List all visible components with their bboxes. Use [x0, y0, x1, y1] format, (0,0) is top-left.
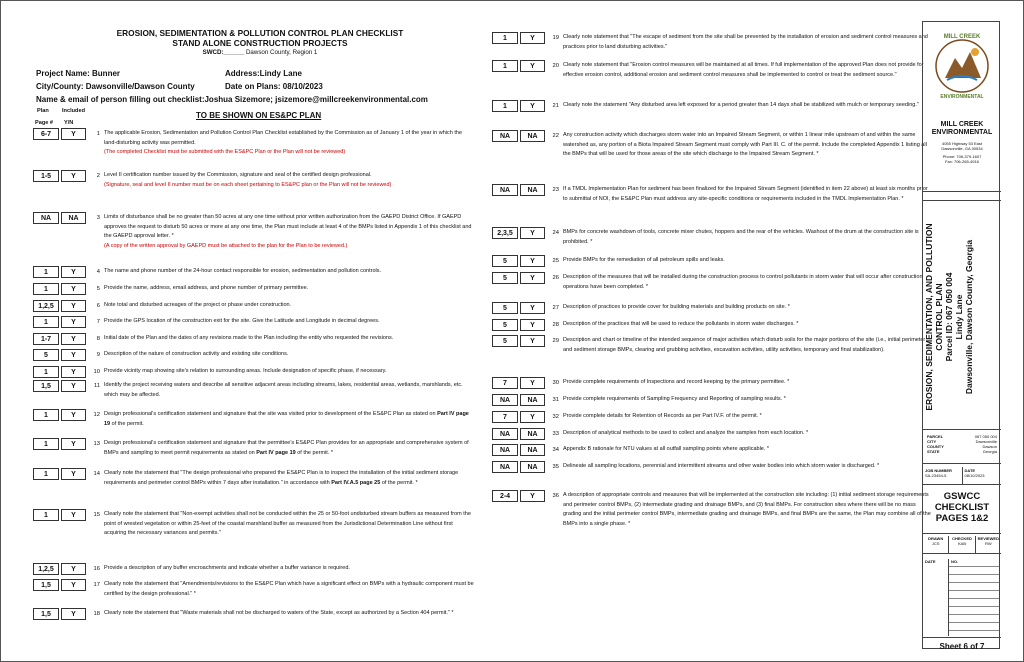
item-text: Clearly note the statement that "Non-exempt activities shall not be conducted within the 25 or 50-foot undisturbed stream buffers as measured from the point of wrested vegetation or within 25-feet of the coastal marshland buffer as measured from the Jurisdictional Determination Line without first acquiring the necessary variances and permits." — [104, 511, 471, 537]
plan-page-box[interactable]: 1-7 — [33, 333, 59, 345]
checklist-item — [492, 130, 933, 160]
checklist-item — [492, 428, 933, 440]
included-yn-box[interactable]: Y — [520, 227, 545, 239]
checklist-item — [492, 490, 933, 529]
item-note: (The completed Checklist must be submitted with the ES&PC Plan or the Plan will not be reviewed) — [104, 149, 346, 156]
checklist-title: EROSION, SEDIMENTATION & POLLUTION CONTROL PLAN CHECKLIST — [116, 28, 404, 38]
checklist-item — [492, 184, 933, 204]
included-yn-box[interactable]: NA — [520, 428, 545, 440]
plan-page-box[interactable]: 1 — [33, 438, 59, 450]
logo-bottom-text: ENVIRONMENTAL — [940, 94, 984, 100]
included-yn-box[interactable]: Y — [520, 319, 545, 331]
included-yn-box[interactable]: Y — [520, 490, 545, 502]
item-number: 2 — [96, 173, 100, 179]
item-text: Provide complete details for Retention of Records as per Part IV.F. of the permit. * — [563, 413, 762, 419]
item-number: 23 — [552, 187, 559, 193]
plan-page-box[interactable]: 2-4 — [492, 490, 518, 502]
checklist-item — [492, 32, 933, 52]
item-text: Clearly note the statement that "Waste materials shall not be discharged to waters of the State, except as authorized by a Section 404 permit." * — [104, 610, 454, 616]
item-text: Initial date of the Plan and the dates of any revisions made to the Plan including the entity who requested the revisions. — [104, 335, 394, 341]
item-number: 10 — [93, 369, 100, 375]
plan-page-box[interactable]: 1 — [33, 316, 59, 328]
included-yn-box[interactable]: Y — [61, 563, 86, 575]
item-number: 19 — [552, 35, 559, 41]
sheet-title: GSWCC CHECKLIST PAGES 1&2 — [923, 488, 1001, 534]
company-address: 4055 Highway 53 East Dawsonville, GA 30534 — [941, 141, 983, 151]
checklist-item — [492, 227, 933, 247]
plan-page-box[interactable]: NA — [492, 394, 518, 406]
item-number: 29 — [552, 338, 559, 344]
item-text: Design professional's certification statement and signature that the permittee's ES&PC Plan provides for an appropriate and comprehensive system of BMPs and sampling to meet permit requirements as stated on Part IV page 19 of the permit. * — [104, 440, 469, 456]
project-name: Project Name: Bunner — [36, 69, 121, 78]
item-text: A description of appropriate controls and measures that will be implemented at the construction site including: (1) initial sediment storage requirements and perimeter control BMPs, (2) intermediate grading and drainage BMPs, and (3) final BMPs. For construction sites where there will be no mass grading and the initial perimeter control BMPs, intermediate grading and drainage BMPs, and final BMPs are the same, the Plan may combine all of the BMPs into a single phase. * — [563, 492, 931, 527]
item-text: Provide vicinity map showing site's relation to surrounding areas. Include designation of specific phase, if necessary. — [104, 368, 387, 374]
included-yn-box[interactable]: Y — [61, 608, 86, 620]
checklist-item — [492, 319, 933, 331]
item-number: 28 — [552, 322, 559, 328]
included-yn-box[interactable]: Y — [61, 380, 86, 392]
included-yn-box[interactable]: Y — [520, 272, 545, 284]
item-text: Clearly note the statement that "Amendments/revisions to the ES&PC Plan which have a significant effect on BMPs with a hydraulic component must be certified by the design professional." * — [104, 581, 474, 597]
item-number: 11 — [93, 383, 100, 389]
item-number: 12 — [93, 412, 100, 418]
included-yn-box[interactable]: Y — [520, 255, 545, 267]
item-text: Provide complete requirements of Inspections and record keeping by the primary permittee. * — [563, 379, 790, 385]
included-yn-box[interactable]: Y — [61, 468, 86, 480]
checklist-item — [33, 316, 474, 328]
item-text: Provide the GPS location of the construction exit for the site. Give the Latitude and Longitude in decimal degrees. — [104, 318, 380, 324]
swcd-line: SWCD:______ Dawson County, Region 1 — [202, 49, 318, 56]
included-yn-box[interactable]: Y — [520, 302, 545, 314]
included-yn-box[interactable]: Y — [520, 411, 545, 423]
logo-top-text: MILL CREEK — [943, 34, 981, 40]
item-number: 25 — [552, 258, 559, 264]
checklist-item — [33, 509, 474, 539]
company-fax: Fax: 706-265-4916 — [945, 159, 979, 164]
item-number: 16 — [93, 566, 100, 572]
included-yn-box[interactable]: NA — [520, 394, 545, 406]
plan-page-box[interactable]: NA — [492, 461, 518, 473]
included-yn-box[interactable]: Y — [61, 409, 86, 421]
item-number: 32 — [552, 414, 559, 420]
included-yn-box[interactable]: Y — [61, 266, 86, 278]
col-included: Included — [62, 108, 85, 114]
checklist-item — [492, 60, 933, 80]
project-city: City/County: Dawsonville/Dawson County — [36, 82, 195, 91]
drawn-cell: DRAWN JCS CHECKED KAB REVIEWED RW — [923, 536, 1001, 554]
included-yn-box[interactable]: Y — [61, 366, 86, 378]
vertical-parcel: Parcel ID: 067 050 004 — [944, 272, 954, 362]
logo-cell — [923, 22, 1001, 192]
item-text: Identify the project receiving waters and describe all sensitive adjacent areas including streams, lakes, residential areas, wetlands, marshlands, etc. which may be affected. — [104, 382, 463, 398]
project-email: Name & email of person filling out checklist:Joshua Sizemore; jsizemore@millcreekenvironmental.com — [36, 95, 428, 104]
included-yn-box[interactable]: Y — [61, 283, 86, 295]
col-yn: Y/N — [64, 120, 74, 126]
plan-page-box[interactable]: NA — [492, 130, 518, 142]
item-number: 30 — [552, 380, 559, 386]
plan-page-box[interactable]: 1 — [492, 32, 518, 44]
included-yn-box[interactable]: Y — [520, 100, 545, 112]
col-plan: Plan — [37, 108, 49, 114]
included-yn-box[interactable]: Y — [520, 335, 545, 347]
checklist-item — [33, 170, 474, 190]
item-number: 22 — [552, 133, 559, 139]
checklist-item — [33, 266, 474, 278]
plan-page-box[interactable]: 1 — [33, 409, 59, 421]
plan-page-box[interactable]: 1 — [492, 100, 518, 112]
item-text: If a TMDL Implementation Plan for sediment has been finalized for the Impaired Stream Segment (identified in item 22 above) at least six months prior to submittal of NOI, the ES&PC Plan must address any site-specific conditions or requirements included in the TMDL Implementation Plan. * — [563, 186, 928, 202]
project-address: Address:Lindy Lane — [225, 69, 302, 78]
item-number: 20 — [552, 63, 559, 69]
item-number: 17 — [93, 582, 100, 588]
checklist-item — [492, 100, 933, 112]
item-number: 5 — [96, 286, 100, 292]
col-page: Page # — [35, 120, 54, 126]
checklist-item — [33, 563, 474, 575]
included-yn-box[interactable]: Y — [61, 438, 86, 450]
included-yn-box[interactable]: Y — [520, 32, 545, 44]
plan-page-box[interactable]: 7 — [492, 411, 518, 423]
item-text: Description of the measures that will be installed during the construction process to control pollutants in storm water that will occur after construction operations have been completed. * — [563, 274, 923, 290]
mill-creek-logo — [923, 22, 1001, 122]
included-yn-box[interactable]: Y — [520, 60, 545, 72]
item-text: Appendix B rationale for NTU values at all outfall sampling points where applicable. * — [563, 446, 770, 452]
item-text: Description and chart or timeline of the intended sequence of major activities which disturb soils for the major portions of the site (i.e., initial perimeter and sediment storage BMPs, clearing and grubbing activities, excavation activities, utility activities, temporary and final stabilization). — [563, 337, 926, 353]
plan-page-box[interactable]: 1,5 — [33, 380, 59, 392]
included-yn-box[interactable]: Y — [61, 128, 86, 140]
plan-page-box[interactable]: 1-5 — [33, 170, 59, 182]
checklist-item — [33, 366, 474, 378]
vertical-location: Dawsonville, Dawson County, Georgia — [964, 239, 974, 395]
item-number: 33 — [552, 431, 559, 437]
item-text: The name and phone number of the 24-hour contact responsible for erosion, sedimentation and pollution controls. — [104, 268, 382, 274]
checklist-item — [33, 409, 474, 429]
included-yn-box[interactable]: NA — [61, 212, 86, 224]
checklist-item — [492, 444, 933, 456]
checklist-item — [492, 377, 933, 389]
item-text: Provide a description of any buffer encroachments and indicate whether a buffer variance is required. — [104, 565, 350, 571]
plan-page-box[interactable]: 1,5 — [33, 608, 59, 620]
item-text: Level II certification number issued by the Commission, signature and seal of the certified design professional. (Signature, seal and level II number must be on each sheet pertaining to ES&PC plan or the Plan will not be reviewed) — [104, 170, 474, 190]
item-text: Clearly note statement that "Erosion control measures will be maintained at all times. If full implementation of the approved Plan does not provide for effective erosion control, additional erosion and sediment control measures shall be implemented to control or treat the sediment source." — [563, 62, 924, 78]
included-yn-box[interactable]: Y — [520, 377, 545, 389]
plan-page-box[interactable]: NA — [492, 444, 518, 456]
project-title-cell — [923, 200, 1001, 430]
checklist-item — [33, 380, 474, 400]
item-text: Description of practices to provide cover for building materials and building products on site. * — [563, 304, 790, 310]
company-name: MILL CREEK ENVIRONMENTAL — [931, 121, 993, 136]
item-text: Description of analytical methods to be used to collect and analyze the samples from each location. * — [563, 430, 809, 436]
plan-page-box[interactable]: 1,2,5 — [33, 300, 59, 312]
plan-page-box[interactable]: 5 — [492, 302, 518, 314]
plan-page-box[interactable]: 5 — [492, 319, 518, 331]
included-yn-box[interactable]: NA — [520, 444, 545, 456]
plan-page-box[interactable]: 1 — [492, 60, 518, 72]
item-text: Description of the practices that will be used to reduce the pollutants in storm water discharges. * — [563, 321, 799, 327]
plan-page-box[interactable]: NA — [492, 184, 518, 196]
included-yn-box[interactable]: NA — [520, 130, 545, 142]
plan-page-box[interactable]: 1,5 — [33, 579, 59, 591]
plan-page-box[interactable]: 1 — [33, 366, 59, 378]
company-phone: Phone: 706-379-1607 — [942, 154, 982, 159]
item-text: Provide BMPs for the remediation of all petroleum spills and leaks. — [563, 257, 725, 263]
checklist-item — [33, 349, 474, 361]
included-yn-box[interactable]: Y — [61, 333, 86, 345]
included-yn-box[interactable]: Y — [61, 579, 86, 591]
included-yn-box[interactable]: Y — [61, 316, 86, 328]
plan-page-box[interactable]: 6-7 — [33, 128, 59, 140]
vertical-title: EROSION, SEDIMENTATION, AND POLLUTION CONTROL PLAN — [924, 223, 944, 411]
item-text: Provide the name, address, email address, and phone number of primary permittee. — [104, 285, 309, 291]
plan-page-box[interactable]: 1 — [33, 266, 59, 278]
revisions-cell: DATE NO. — [923, 558, 1001, 638]
plan-page-box[interactable]: 5 — [33, 349, 59, 361]
checklist-item — [492, 302, 933, 314]
item-text: BMPs for concrete washdown of tools, concrete mixer chutes, hoppers and the rear of the vehicles. Washout of the drum at the construction site is prohibited. * — [563, 229, 919, 245]
checklist-item — [33, 468, 474, 488]
item-text: Design professional's certification statement and signature that the site was visited prior to development of the ES&PC Plan as stated on Part IV page 19 of the permit. — [104, 411, 469, 427]
plan-page-box[interactable]: 7 — [492, 377, 518, 389]
item-text: Clearly note the statement "Any disturbed area left exposed for a period greater than 14 days shall be stabilized with mulch or temporary seeding." — [563, 102, 919, 108]
plan-page-box[interactable]: NA — [33, 212, 59, 224]
checklist-item — [33, 283, 474, 295]
item-number: 7 — [96, 319, 100, 325]
item-number: 3 — [96, 215, 100, 221]
sheet-number: Sheet 6 of 7 — [939, 642, 985, 651]
item-text: Any construction activity which discharges storm water into an Impaired Stream Segment, or within 1 linear mile upstream of and within the same watershed as, any portion of a Biota Impaired Stream Segment must comply with Part III. C. of the permit. Include the completed Appendix 1 listing all the BMPs that will be used for those areas of the site which discharge to the Impaired Stream Segment. * — [563, 132, 927, 158]
included-yn-box[interactable]: Y — [61, 349, 86, 361]
item-text: Clearly note the statement that "The design professional who prepared the ES&PC Plan is to inspect the installation of the initial sediment storage requirements and perimeter control BMPs within 7 days after installation." in accordance with Part IV.A.5 page 25 of the permit. * — [104, 470, 459, 486]
checklist-item — [492, 394, 933, 406]
checklist-item — [33, 212, 474, 251]
item-text: Description of the nature of construction activity and existing site conditions. — [104, 351, 289, 357]
item-number: 8 — [96, 336, 100, 342]
project-date: Date on Plans: 08/10/2023 — [225, 82, 323, 91]
included-yn-box[interactable]: Y — [61, 300, 86, 312]
checklist-left — [30, 28, 490, 57]
plan-page-box[interactable]: 5 — [492, 335, 518, 347]
plan-page-box[interactable]: 5 — [492, 272, 518, 284]
item-number: 13 — [93, 441, 100, 447]
checklist-item — [492, 255, 933, 267]
job-cell: JOB NUMBER SA-23454-5 DATE 08/10/2023 — [923, 467, 1001, 485]
item-note: (A copy of the written approval by GAEPD must be attached to the plan for the Plan to be reviewed.) — [104, 242, 348, 249]
item-number: 1 — [96, 131, 100, 137]
checklist-item — [33, 579, 474, 599]
checklist-item — [492, 411, 933, 423]
checklist-item — [33, 300, 474, 312]
checklist-item — [492, 335, 933, 355]
item-number: 6 — [96, 303, 100, 309]
included-yn-box[interactable]: NA — [520, 184, 545, 196]
checklist-item — [33, 333, 474, 345]
plan-page-box[interactable]: 1,2,5 — [33, 563, 59, 575]
included-yn-box[interactable]: Y — [61, 170, 86, 182]
included-yn-box[interactable]: NA — [520, 461, 545, 473]
item-number: 27 — [552, 305, 559, 311]
plan-page-box[interactable]: 5 — [492, 255, 518, 267]
item-text: Limits of disturbance shall be no greater than 50 acres at any one time without prior written authorization from the GAEPD District Office. If GAEPD approves the request to disturb 50 acres or more at any one time, the Plan must include at least 4 of the BMPs listed in Appendix 1 of this checklist and the GAEPD approval letter. * (A copy of the written approval by GAEPD must be attached to the plan for the Plan to be reviewed.) — [104, 212, 474, 251]
item-text: Note total and disturbed acreages of the project or phase under construction. — [104, 302, 292, 308]
checklist-subtitle: STAND ALONE CONSTRUCTION PROJECTS — [172, 38, 348, 48]
plan-page-box[interactable]: 1 — [33, 283, 59, 295]
checklist-item — [33, 438, 474, 458]
item-number: 35 — [552, 464, 559, 470]
item-text: The applicable Erosion, Sedimentation and Pollution Control Plan Checklist established by the Commission as of January 1 of the year in which the land-disturbing activity was permitted. (The completed Checklist must be submitted with the ES&PC Plan or the Plan will not be reviewed) — [104, 128, 474, 158]
item-number: 31 — [552, 397, 559, 403]
item-text: Clearly note statement that "The escape of sediment from the site shall be prevented by the installation of erosion and sediment control measures and practices prior to land disturbing activities." — [563, 34, 928, 50]
checklist-item — [492, 272, 933, 292]
item-number: 14 — [93, 471, 100, 477]
item-number: 24 — [552, 230, 559, 236]
item-number: 34 — [552, 447, 559, 453]
item-number: 18 — [93, 611, 100, 617]
checklist-item — [492, 461, 933, 473]
item-number: 4 — [96, 269, 100, 275]
item-number: 21 — [552, 103, 559, 109]
item-note: (Signature, seal and level II number must be on each sheet pertaining to ES&PC plan or the Plan will not be reviewed) — [104, 181, 392, 188]
plan-page-box[interactable]: 1 — [33, 468, 59, 480]
item-number: 9 — [96, 352, 100, 358]
item-text: Delineate all sampling locations, perennial and intermittent streams and other water bodies into which storm water is discharged. * — [563, 463, 880, 469]
plan-page-box[interactable]: 1 — [33, 509, 59, 521]
section-title: TO BE SHOWN ON ES&PC PLAN — [196, 111, 322, 120]
checklist-item — [33, 608, 474, 620]
location-cell: PARCEL 067 050 004 CITY Dawsonville COUNTY Dawson STATE Georgia — [923, 432, 1001, 464]
item-number: 26 — [552, 275, 559, 281]
vertical-road: Lindy Lane — [954, 294, 964, 340]
included-yn-box[interactable]: Y — [61, 509, 86, 521]
plan-page-box[interactable]: 2,3,5 — [492, 227, 518, 239]
checklist-item — [33, 128, 474, 158]
item-number: 15 — [93, 512, 100, 518]
item-text: Provide complete requirements of Sampling Frequency and Reporting of sampling results. * — [563, 396, 786, 402]
plan-page-box[interactable]: NA — [492, 428, 518, 440]
title-block — [922, 21, 1000, 649]
item-number: 36 — [552, 493, 559, 499]
